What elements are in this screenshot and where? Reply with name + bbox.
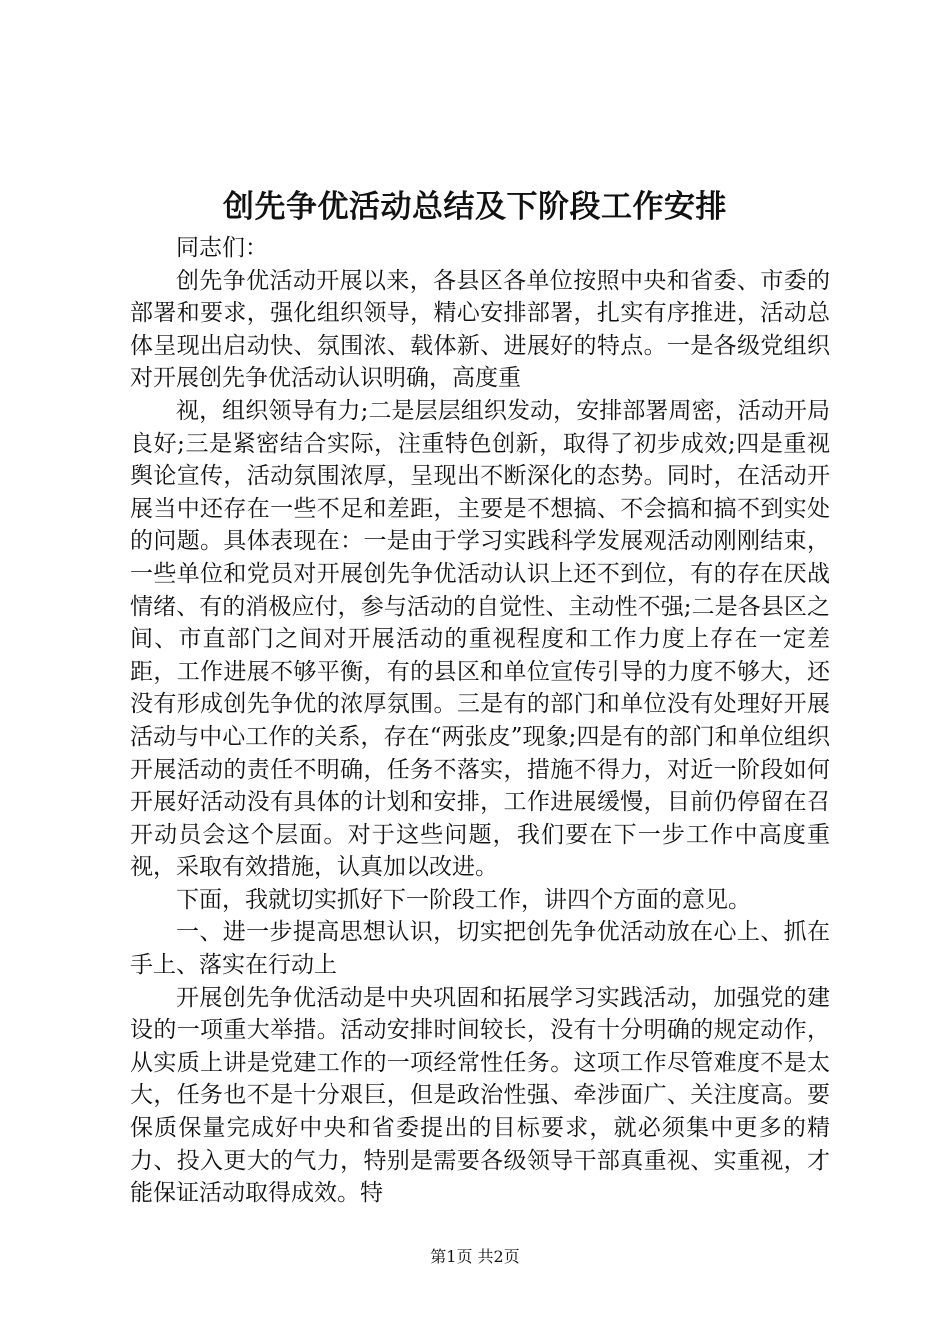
paragraph-2: 视，组织领导有力;二是层层组织发动，安排部署周密，活动开局良好;三是紧密结合实际，注重特色创新，取得了初步成效;四是重视舆论宣传，活动氛围浓厚，呈现出不断深化的态势。同时，在活动开展当中还存在一些不足和差距，主要是不想搞、不会搞和搞不到实处的问题。具体表现在：一是由于学习实践科学发展观活动刚刚结束，一些单位和党员对开展创先争优活动认识上还不到位，有的存在厌战情绪、有的消极应付，参与活动的自觉性、主动性不强;二是各县区之间、市直部门之间对开展活动的重视程度和工作力度上存在一定差距，工作进展不够平衡，有的县区和单位宣传引导的力度不够大，还没有形成创先争优的浓厚氛围。三是有的部门和单位没有处理好开展活动与中心工作的关系，存在“两张皮”现象;四是有的部门和单位组织开展活动的责任不明确，任务不落实，措施不得力，对近一阶段如何开展好活动没有具体的计划和安排，工作进展缓慢，目前仍停留在召开动员会这个层面。对于这些问题，我们要在下一步工作中高度重视，采取有效措施，认真加以改进。 <box>130 397 830 881</box>
paragraph-4: 开展创先争优活动是中央巩固和拓展学习实践活动，加强党的建设的一项重大举措。活动安排时间较长，没有十分明确的规定动作，从实质上讲是党建工作的一项经常性任务。这项工作尽管难度不是太大，任务也不是十分艰巨，但是政治性强、牵涉面广、关注度高。要保质保量完成好中央和省委提出的目标要求，就必须集中更多的精力、投入更大的气力，特别是需要各级领导干部真重视、实重视，才能保证活动取得成效。特 <box>130 984 830 1207</box>
document-body <box>130 232 830 1210</box>
salutation: 同志们： <box>176 235 268 261</box>
page-footer: 第1页 共2页 <box>430 1247 520 1266</box>
paragraph-1: 创先争优活动开展以来，各县区各单位按照中央和省委、市委的部署和要求，强化组织领导，精心安排部署，扎实有序推进，活动总体呈现出启动快、氛围浓、载体新、进展好的特点。一是各级党组织对开展创先争优活动认识明确，高度重 <box>130 267 830 392</box>
section-heading-1: 一、进一步提高思想认识，切实把创先争优活动放在心上、抓在手上、落实在行动上 <box>130 919 830 979</box>
paragraph-3: 下面，我就切实抓好下一阶段工作，讲四个方面的意见。 <box>176 886 751 913</box>
document-title: 创先争优活动总结及下阶段工作安排 <box>223 189 727 225</box>
